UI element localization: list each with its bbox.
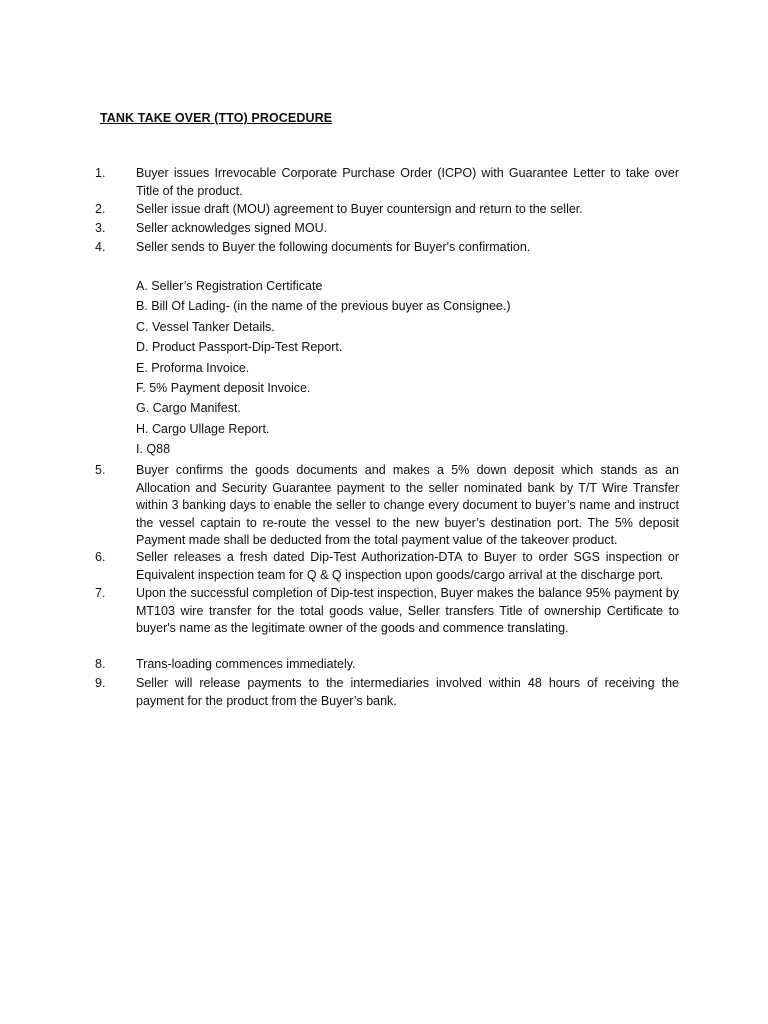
- document-list-item: D. Product Passport-Dip-Test Report.: [136, 340, 343, 355]
- step-text: Seller releases a fresh dated Dip-Test Authorization-DTA to Buyer to order SGS inspection or Equivalent inspection team for Q & Q inspection upon goods/cargo arrival at the discharge port.: [136, 550, 679, 582]
- document-list-item: I. Q88: [136, 442, 171, 457]
- document-list: [136, 278, 511, 462]
- step-number: 2.: [95, 202, 106, 216]
- step-number: 7.: [95, 586, 106, 600]
- step-number: 4.: [95, 240, 106, 254]
- step-4: [95, 239, 679, 257]
- step-text: Buyer confirms the goods documents and makes a 5% down deposit which stands as an Allocation and Security Guarantee payment to the seller nominated bank by T/T Wire Transfer within 3 banking days to enable the seller to change every document to buyer’s name and instruct the vessel captain to re-route the vessel to the new buyer’s destination port. The 5% deposit Payment made shall be deducted from the total payment value of the takeover product.: [136, 463, 679, 548]
- step-number: 6.: [95, 550, 106, 564]
- step-5: [95, 462, 679, 550]
- step-2: [95, 201, 679, 219]
- step-9: [95, 675, 679, 710]
- step-text: Seller acknowledges signed MOU.: [136, 221, 328, 235]
- step-number: 5.: [95, 463, 106, 477]
- step-number: 3.: [95, 221, 106, 235]
- step-text: Seller issue draft (MOU) agreement to Buyer countersign and return to the seller.: [136, 202, 583, 216]
- document-list-item: E. Proforma Invoice.: [136, 360, 250, 375]
- step-text: Upon the successful completion of Dip-test inspection, Buyer makes the balance 95% payment by MT103 wire transfer for the total goods value, Seller transfers Title of ownership Certificate to buyer's name as the legitimate owner of the goods and commence translating.: [136, 586, 679, 636]
- step-3: [95, 220, 679, 238]
- step-text: Trans-loading commences immediately.: [136, 657, 356, 671]
- step-text: Seller will release payments to the intermediaries involved within 48 hours of receiving the payment for the product from the Buyer’s bank.: [136, 676, 679, 708]
- document-list-item: G. Cargo Manifest.: [136, 401, 241, 416]
- step-number: 8.: [95, 657, 106, 671]
- step-1: [95, 165, 679, 200]
- document-list-item: C. Vessel Tanker Details.: [136, 319, 275, 334]
- document-list-item: A. Seller’s Registration Certificate: [136, 279, 323, 293]
- step-text: Buyer issues Irrevocable Corporate Purchase Order (ICPO) with Guarantee Letter to take over Title of the product.: [136, 166, 679, 198]
- document-title: TANK TAKE OVER (TTO) PROCEDURE: [100, 111, 333, 125]
- step-8: [95, 656, 679, 674]
- step-number: 1.: [95, 166, 106, 180]
- step-6: [95, 549, 679, 584]
- step-text: Seller sends to Buyer the following documents for Buyer's confirmation.: [136, 240, 531, 254]
- step-number: 9.: [95, 676, 106, 690]
- document-list-item: F. 5% Payment deposit Invoice.: [136, 380, 311, 395]
- step-7: [95, 585, 679, 638]
- document-list-item: B. Bill Of Lading- (in the name of the previous buyer as Consignee.): [136, 299, 511, 314]
- document-list-item: H. Cargo Ullage Report.: [136, 421, 270, 436]
